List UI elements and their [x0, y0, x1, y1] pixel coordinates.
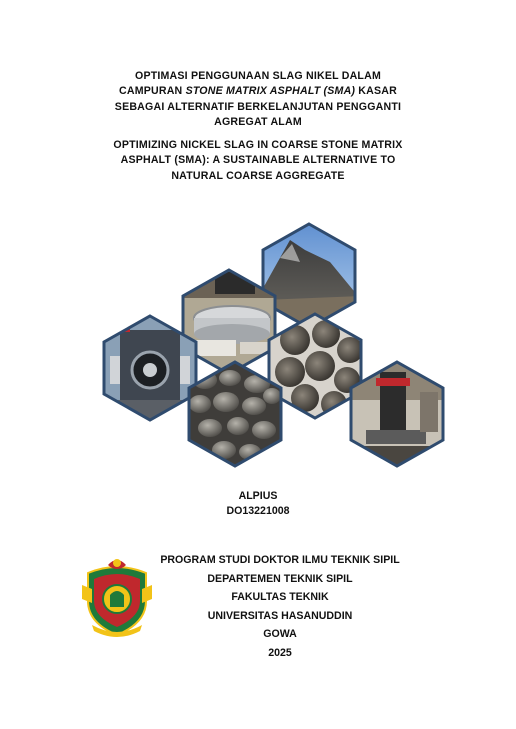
- title-id-line-2-post: KASAR: [355, 85, 397, 98]
- faculty: FAKULTAS TEKNIK: [231, 591, 329, 604]
- title-id-line-4: AGREGAT ALAM: [214, 115, 302, 128]
- author-name: ALPIUS: [238, 490, 278, 502]
- title-id-line-3: SEBAGAI ALTERNATIF BERKELANJUTAN PENGGANTI: [114, 100, 402, 113]
- title-en-line-1: OPTIMIZING NICKEL SLAG IN COARSE STONE MATRIX: [113, 139, 403, 151]
- author-block: [0, 489, 516, 519]
- study-program: PROGRAM STUDI DOKTOR ILMU TEKNIK SIPIL: [160, 554, 400, 566]
- title-id-line-2-pre: CAMPURAN: [119, 85, 186, 98]
- title-en-line-3: NATURAL COARSE AGGREGATE: [171, 169, 345, 182]
- university: UNIVERSITAS HASANUDDIN: [207, 609, 353, 622]
- student-id: DO13221008: [226, 505, 290, 517]
- title-en-line-2: ASPHALT (SMA): A SUSTAINABLE ALTERNATIVE TO: [120, 154, 396, 167]
- title-id-line-1: OPTIMASI PENGGUNAAN SLAG NIKEL DALAM: [135, 70, 381, 82]
- university-logo-emblem: [80, 555, 154, 637]
- year: 2025: [268, 646, 292, 659]
- photo-compaction-equipment: [348, 360, 448, 470]
- department: DEPARTEMEN TEKNIK SIPIL: [207, 572, 353, 585]
- title-id-line-2-italic: STONE MATRIX ASPHALT (SMA): [185, 85, 356, 98]
- institution-block: [148, 551, 412, 663]
- city: GOWA: [263, 628, 297, 641]
